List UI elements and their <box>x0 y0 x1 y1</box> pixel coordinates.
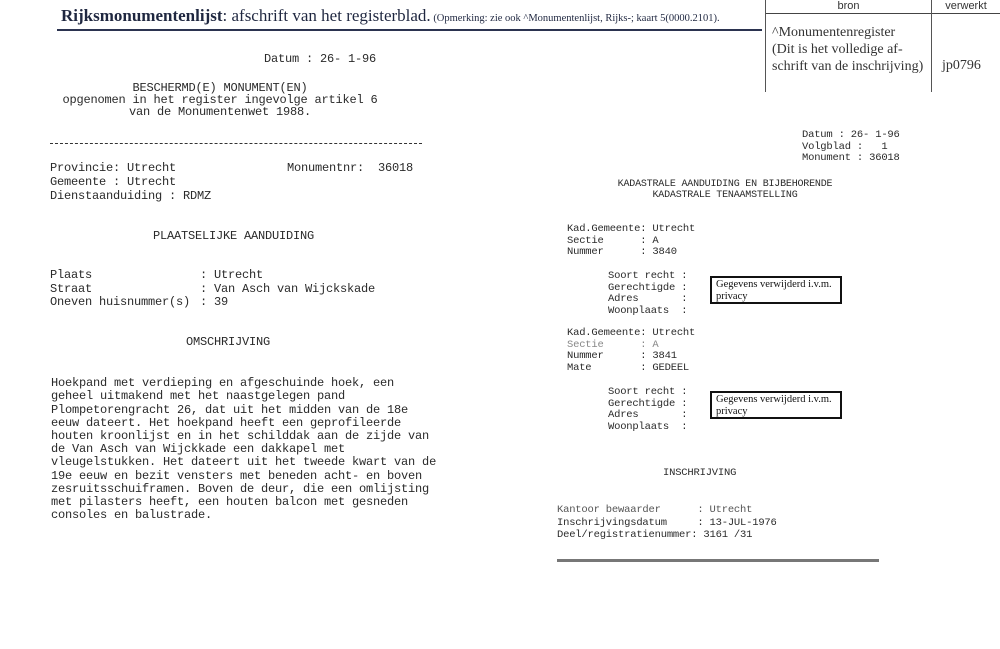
parcel-line: Kad.Gemeente: Utrecht <box>567 223 696 235</box>
plaatselijke-heading: PLAATSELIJKE AANDUIDING <box>153 229 315 243</box>
inschrijving-details <box>557 504 777 542</box>
meta-line: Volgblad : 1 <box>802 140 888 153</box>
inschrijving-line: Kantoor bewaarder : Utrecht <box>557 504 753 516</box>
redacted-line: privacy <box>716 291 748 302</box>
parcel-info <box>567 328 695 374</box>
closing-rule <box>557 559 879 562</box>
parcel-line: Nummer : 3840 <box>567 246 677 258</box>
left-intro <box>60 82 380 118</box>
location-value: : Utrecht <box>200 268 264 282</box>
inschrijving-line: Deel/registratienummer: 3161 /31 <box>557 529 753 541</box>
redacted-line: privacy <box>716 406 748 417</box>
parcel-rights <box>608 387 687 433</box>
table-left-border <box>765 0 766 92</box>
inschrijving-heading: INSCHRIJVING <box>663 467 737 479</box>
source-cell <box>772 24 923 75</box>
gemeente: Gemeente : Utrecht <box>50 175 177 189</box>
rights-line: Adres : <box>608 409 688 421</box>
rights-line: Woonplaats : <box>608 420 688 433</box>
right-meta <box>802 130 900 165</box>
location-value: : 39 <box>200 295 229 309</box>
omschrijving-heading: OMSCHRIJVING <box>186 335 271 349</box>
header-rule <box>57 29 762 31</box>
rights-line: Soort recht : <box>608 386 688 398</box>
heading-line: KADASTRALE TENAAMSTELLING <box>652 190 798 201</box>
description-line: geheel uitmakend met het naastgelegen pand <box>51 389 346 404</box>
description-line: vleugelstukken. Het dateert uit het tweede kwart van de <box>51 455 437 470</box>
kadastrale-heading <box>590 179 860 201</box>
title-note: (Opmerking: zie ook ^Monumentenlijst, Rijks-; kaart 5(0000.2101). <box>430 13 720 24</box>
description-line: de Van Asch van Wijckkade een dakkapel met <box>51 442 346 457</box>
parcel-line: Sectie : A <box>567 338 659 351</box>
parcel-line: Kad.Gemeente: Utrecht <box>567 327 696 339</box>
intro-line: BESCHERMD(E) MONUMENT(EN) <box>132 81 308 95</box>
source-line: ^Monumentenregister <box>772 25 896 40</box>
parcel-line: Sectie : A <box>567 234 659 247</box>
processed-code: jp0796 <box>942 58 981 73</box>
source-line: schrift van de inschrijving) <box>772 59 924 74</box>
source-line: (Dit is het volledige af- <box>772 42 903 57</box>
description-line: 19e eeuw en bezit vensters met beneden acht- en boven <box>51 468 423 483</box>
description-line: met pilasters heeft, een houten balcon met gesneden <box>51 495 409 510</box>
description-line: Plompetorengracht 26, dat uit het midden van de 18e <box>51 402 409 417</box>
description-line: zesruitsschuiframen. Boven de deur, die een omlijsting <box>51 481 430 496</box>
column-header-verwerkt: verwerkt <box>945 0 987 12</box>
location-label: Oneven huisnummer(s) <box>50 295 191 309</box>
rights-line: Adres : <box>608 293 688 305</box>
description-line: eeuw dateert. Het hoekpand heeft een geprofileerde <box>51 415 402 430</box>
redacted-box <box>710 276 842 304</box>
intro-line: van de Monumentenwet 1988. <box>128 105 312 119</box>
description-line: houten kroonlijst en in het schilddak aan de zijde van <box>51 429 430 444</box>
dienstaanduiding: Dienstaanduiding : RDMZ <box>50 189 212 203</box>
heading-line: KADASTRALE AANDUIDING EN BIJBEHORENDE <box>617 179 833 190</box>
description-line: Hoekpand met verdieping en afgeschuinde hoek, een <box>51 376 395 391</box>
meta-line: Monument : 36018 <box>802 152 900 164</box>
meta-line: Datum : 26- 1-96 <box>802 129 900 141</box>
parcel-info <box>567 224 695 259</box>
description-line: consoles en balustrade. <box>51 508 213 523</box>
title-rest: : afschrift van het registerblad. <box>222 6 431 25</box>
location-value: : Van Asch van Wijckskade <box>200 282 376 296</box>
provincie: Provincie: Utrecht <box>50 161 177 175</box>
parcel-rights <box>608 271 687 317</box>
rights-line: Gerechtigde : <box>608 397 688 410</box>
rights-line: Gerechtigde : <box>608 281 688 294</box>
redacted-line: Gegevens verwijderd i.v.m. <box>716 279 832 290</box>
redacted-box <box>710 391 842 419</box>
location-label: Plaats <box>50 268 93 282</box>
omschrijving-text <box>51 364 436 536</box>
inschrijving-line: Inschrijvingsdatum : 13-JUL-1976 <box>557 516 777 529</box>
dashed-separator <box>50 143 422 144</box>
redacted-line: Gegevens verwijderd i.v.m. <box>716 394 832 405</box>
intro-line: opgenomen in het register ingevolge artikel 6 <box>62 93 378 107</box>
parcel-line: Mate : GEDEEL <box>567 361 690 374</box>
table-header-divider <box>766 13 1000 14</box>
location-label: Straat <box>50 282 93 296</box>
parcel-line: Nummer : 3841 <box>567 350 677 362</box>
left-datum: Datum : 26- 1-96 <box>264 52 377 66</box>
column-header-bron: bron <box>837 0 860 12</box>
table-column-divider <box>931 0 932 92</box>
document-title <box>61 6 720 26</box>
monumentnr: Monumentnr: 36018 <box>287 161 414 175</box>
rights-line: Woonplaats : <box>608 304 688 317</box>
title-bold: Rijksmonumentenlijst <box>61 6 223 25</box>
rights-line: Soort recht : <box>608 270 688 282</box>
